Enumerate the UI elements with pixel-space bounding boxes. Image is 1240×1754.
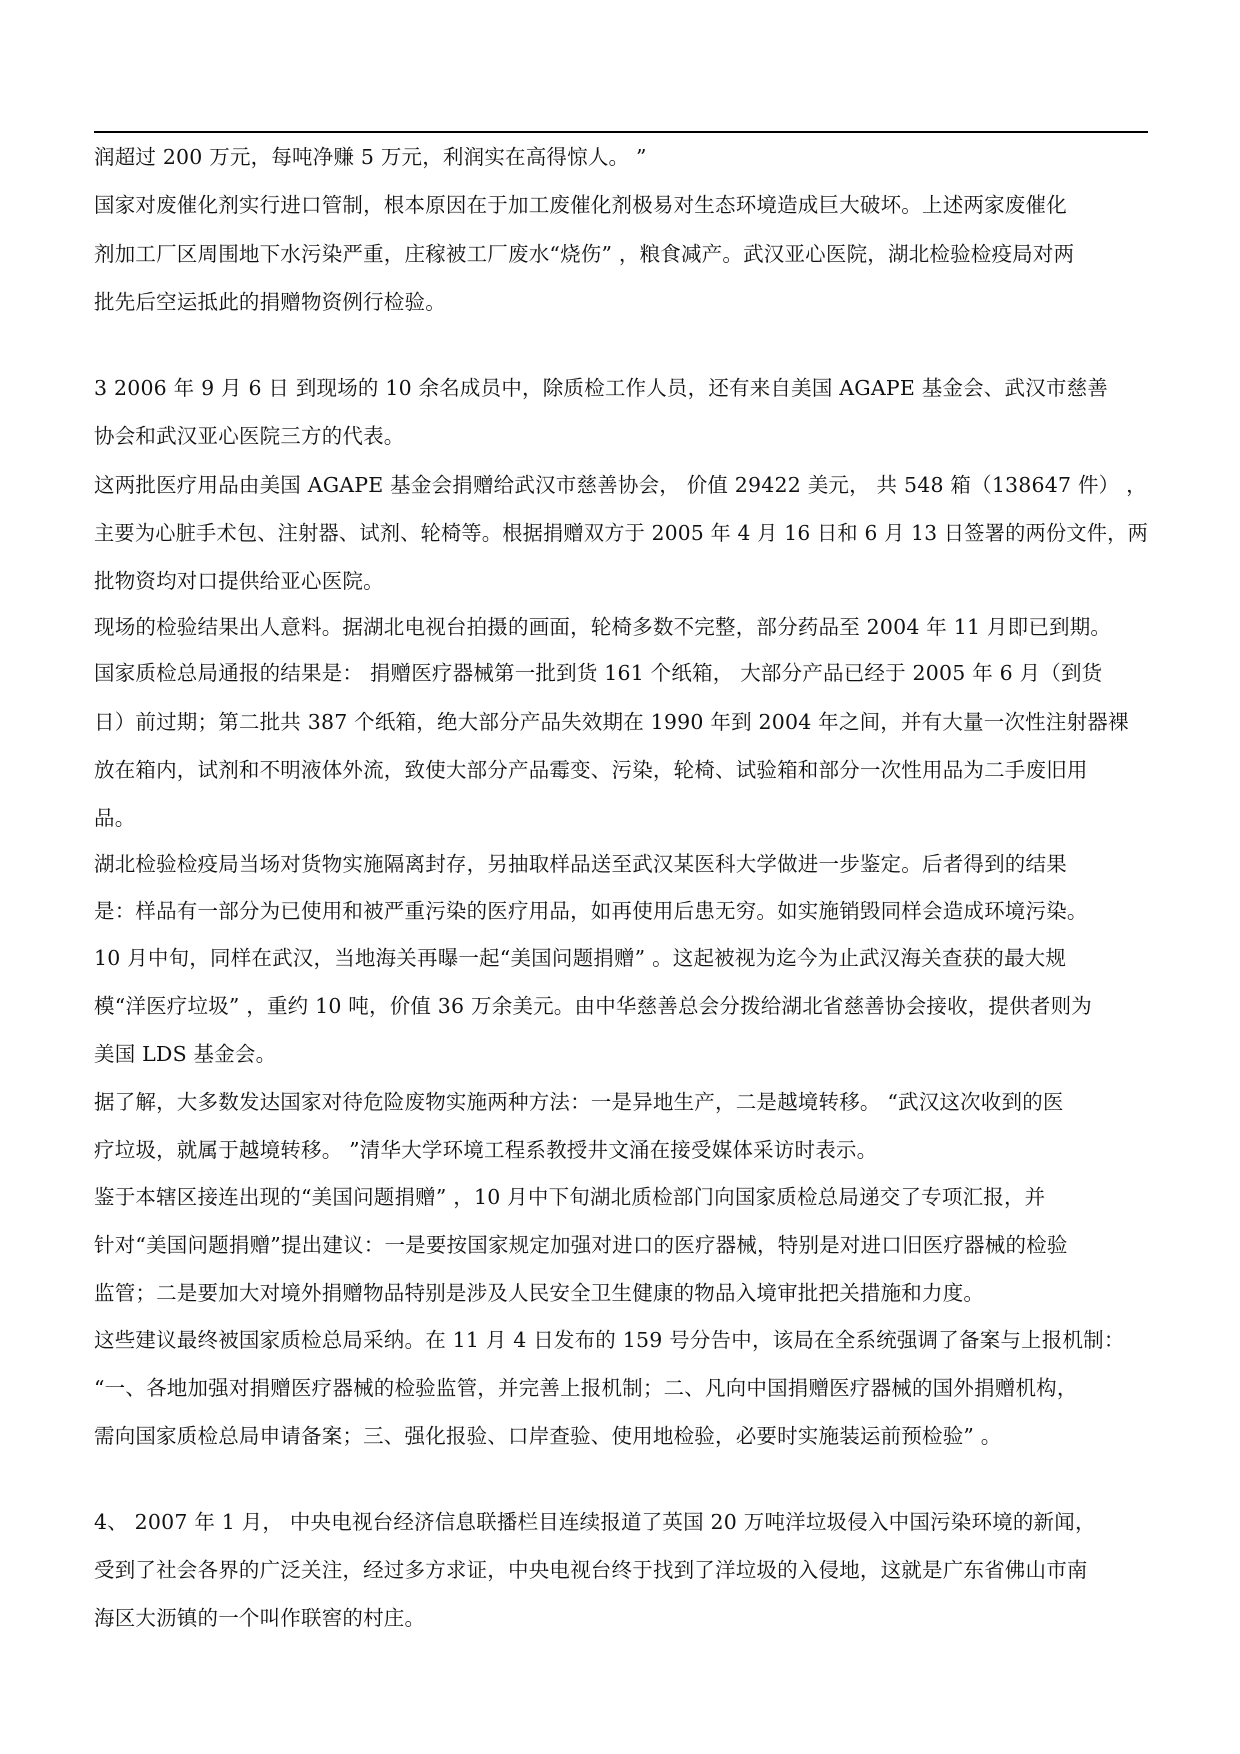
text-line-5: 3 2006 年 9 月 6 日 到现场的 10 余名成员中，除质检工作人员，还有来自美国 AGAPE 基金会、武汉市慈善: [94, 376, 1109, 400]
text-line-21: 疗垃圾，就属于越境转移。 ”清华大学环境工程系教授井文涌在接受媒体采访时表示。: [94, 1138, 878, 1162]
text-line-19: 美国 LDS 基金会。: [94, 1042, 277, 1066]
text-line-15: 湖北检验检疫局当场对货物实施隔离封存，另抽取样品送至武汉某医科大学做进一步鉴定。后者得到的结果: [94, 852, 1067, 876]
text-line-12: 日）前过期；第二批共 387 个纸箱，绝大部分产品失效期在 1990 年到 2004 年之间，并有大量一次性注射器裸: [94, 710, 1129, 734]
text-line-9: 批物资均对口提供给亚心医院。: [94, 569, 384, 593]
text-line-6: 协会和武汉亚心医院三方的代表。: [94, 424, 405, 448]
text-line-28: 4、 2007 年 1 月， 中央电视台经济信息联播栏目连续报道了英国 20 万吨洋垃圾侵入中国污染环境的新闻，: [94, 1510, 1096, 1534]
text-line-13: 放在箱内，试剂和不明液体外流，致使大部分产品霉变、污染，轮椅、试验箱和部分一次性用品为二手废旧用: [94, 758, 1088, 782]
text-line-17: 10 月中旬，同样在武汉，当地海关再曝一起“美国问题捐赠” 。这起被视为迄今为止武汉海关查获的最大规: [94, 946, 1067, 970]
text-line-8: 主要为心脏手术包、注射器、试剂、轮椅等。根据捐赠双方于 2005 年 4 月 16 日和 6 月 13 日签署的两份文件，两: [94, 521, 1148, 545]
text-line-22: 鉴于本辖区接连出现的“美国问题捐赠” ，10 月中下旬湖北质检部门向国家质检总局递交了专项汇报，并: [94, 1185, 1046, 1209]
text-line-25: 这些建议最终被国家质检总局采纳。在 11 月 4 日发布的 159 号分告中，该局在全系统强调了备案与上报机制：: [94, 1328, 1125, 1352]
text-line-11: 国家质检总局通报的结果是： 捐赠医疗器械第一批到货 161 个纸箱， 大部分产品已经于 2005 年 6 月（到货: [94, 661, 1103, 685]
text-line-10: 现场的检验结果出人意料。据湖北电视台拍摄的画面，轮椅多数不完整，部分药品至 2004 年 11 月即已到期。: [94, 615, 1112, 639]
text-line-27: 需向国家质检总局申请备案；三、强化报验、口岸查验、使用地检验，必要时实施装运前预检验” 。: [94, 1424, 1002, 1448]
text-line-3: 剂加工厂区周围地下水污染严重，庄稼被工厂废水“烧伤” ，粮食减产。武汉亚心医院，湖北检验检疫局对两: [94, 242, 1075, 266]
text-line-16: 是：样品有一部分为已使用和被严重污染的医疗用品，如再使用后患无穷。如实施销毁同样会造成环境污染。: [94, 899, 1088, 923]
text-line-14: 品。: [94, 806, 136, 830]
text-line-2: 国家对废催化剂实行进口管制，根本原因在于加工废催化剂极易对生态环境造成巨大破坏。上述两家废催化: [94, 193, 1067, 217]
header-rule: [94, 131, 1148, 133]
text-line-24: 监管；二是要加大对境外捐赠物品特别是涉及人民安全卫生健康的物品入境审批把关措施和力度。: [94, 1281, 985, 1305]
text-line-26: “一、各地加强对捐赠医疗器械的检验监管，并完善上报机制；二、凡向中国捐赠医疗器械的国外捐赠机构，: [94, 1376, 1078, 1400]
text-line-29: 受到了社会各界的广泛关注，经过多方求证，中央电视台终于找到了洋垃圾的入侵地，这就是广东省佛山市南: [94, 1558, 1088, 1582]
text-line-18: 模“洋医疗垃圾” ，重约 10 吨，价值 36 万余美元。由中华慈善总会分拨给湖北省慈善协会接收，提供者则为: [94, 994, 1093, 1018]
text-line-23: 针对“美国问题捐赠”提出建议：一是要按国家规定加强对进口的医疗器械，特别是对进口旧医疗器械的检验: [94, 1233, 1068, 1257]
text-line-30: 海区大沥镇的一个叫作联窖的村庄。: [94, 1606, 426, 1630]
text-line-4: 批先后空运抵此的捐赠物资例行检验。: [94, 290, 446, 314]
text-line-20: 据了解，大多数发达国家对待危险废物实施两种方法：一是异地生产，二是越境转移。 “武汉这次收到的医: [94, 1090, 1064, 1114]
text-line-7: 这两批医疗用品由美国 AGAPE 基金会捐赠给武汉市慈善协会， 价值 29422 美元， 共 548 箱（138647 件） ，: [94, 473, 1147, 497]
text-line-1: 润超过 200 万元，每吨净赚 5 万元，利润实在高得惊人。 ”: [94, 145, 647, 169]
